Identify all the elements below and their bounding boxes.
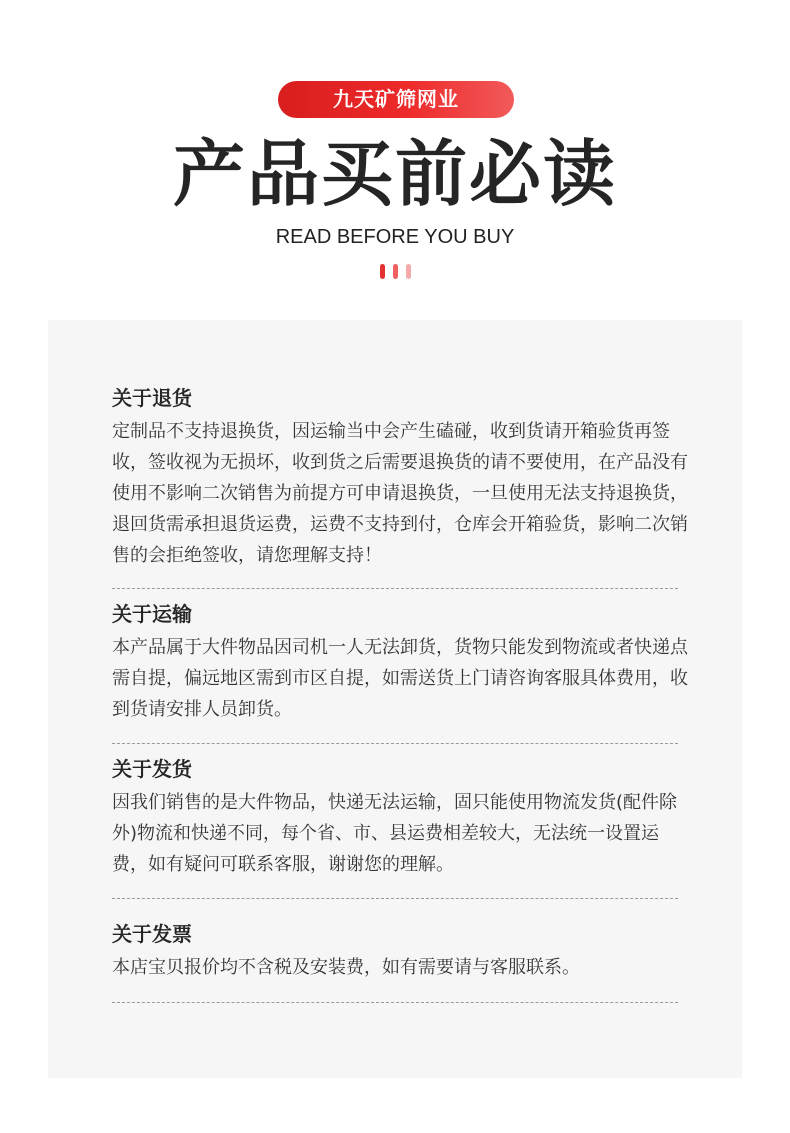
dashed-divider <box>112 588 678 589</box>
dot-icon <box>380 264 385 279</box>
section-invoice <box>112 920 692 983</box>
page-subtitle: READ BEFORE YOU BUY <box>275 226 515 248</box>
notice-panel <box>48 320 742 1078</box>
section-body: 因我们销售的是大件物品，快递无法运输，固只能使用物流发货(配件除外)物流和快递不同，每个省、市、县运费相差较大，无法统一设置运费，如有疑问可联系客服，谢谢您的理解。 <box>112 792 678 875</box>
dashed-divider <box>112 743 678 744</box>
dot-icon <box>406 264 411 279</box>
brand-badge: 九天矿筛网业 <box>278 81 514 118</box>
section-returns <box>112 384 692 571</box>
page-title: 产品买前必读 <box>172 132 617 216</box>
section-heading: 关于发票 <box>112 922 192 946</box>
dashed-divider <box>112 898 678 899</box>
section-body: 本产品属于大件物品因司机一人无法卸货，货物只能发到物流或者快递点需自提，偏远地区需到市区自提，如需送货上门请咨询客服具体费用，收到货请安排人员卸货。 <box>112 637 688 720</box>
section-heading: 关于发货 <box>112 757 192 781</box>
section-heading: 关于退货 <box>112 386 192 410</box>
decorative-dots <box>380 264 420 280</box>
section-body: 本店宝贝报价均不含税及安装费，如有需要请与客服联系。 <box>112 957 580 978</box>
dashed-divider <box>112 1002 678 1003</box>
dot-icon <box>393 264 398 279</box>
section-transport <box>112 600 692 725</box>
section-body: 定制品不支持退换货，因运输当中会产生磕碰，收到货请开箱验货再签收，签收视为无损坏，收到货之后需要退换货的请不要使用，在产品没有使用不影响二次销售为前提方可申请退换货，一旦使用无法支持退换货，退回货需承担退货运费，运费不支持到付，仓库会开箱验货，影响二次销售的会拒绝签收，请您理解支持！ <box>112 421 688 566</box>
section-shipping <box>112 755 692 880</box>
section-heading: 关于运输 <box>112 602 192 626</box>
